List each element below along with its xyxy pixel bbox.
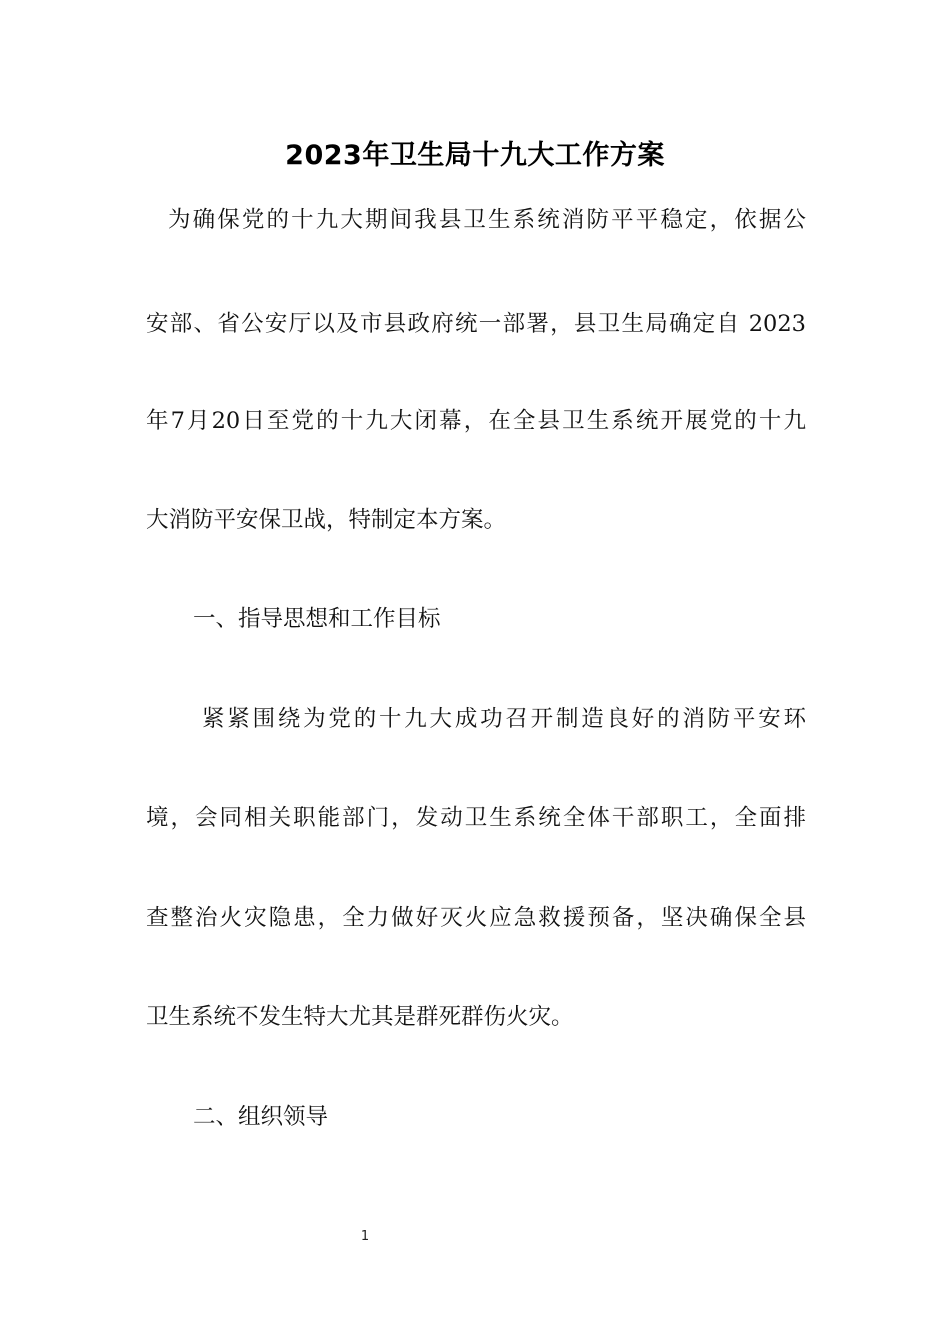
section-heading: 一、指导思想和工作目标 [193, 606, 441, 632]
document-title: 2023年卫生局十九大工作方案 [285, 140, 665, 171]
paragraph-line: 紧紧围绕为党的十九大成功召开制造良好的消防平安环 [202, 706, 806, 732]
paragraph-line: 境，会同相关职能部门，发动卫生系统全体干部职工，全面排 [146, 805, 806, 831]
paragraph-line: 大消防平安保卫战，特制定本方案。 [146, 507, 507, 533]
paragraph-line: 查整治火灾隐患，全力做好灭火应急救援预备，坚决确保全县 [146, 905, 806, 931]
paragraph-line: 为确保党的十九大期间我县卫生系统消防平平稳定，依据公 [168, 207, 806, 233]
paragraph-line: 卫生系统不发生特大尤其是群死群伤火灾。 [146, 1004, 574, 1030]
section-heading: 二、组织领导 [193, 1104, 329, 1130]
paragraph-line: 安部、省公安厅以及市县政府统一部署，县卫生局确定自 2023 [146, 311, 806, 337]
page-number: 1 [360, 1229, 370, 1244]
paragraph-line: 年7月20日至党的十九大闭幕，在全县卫生系统开展党的十九 [146, 408, 806, 434]
